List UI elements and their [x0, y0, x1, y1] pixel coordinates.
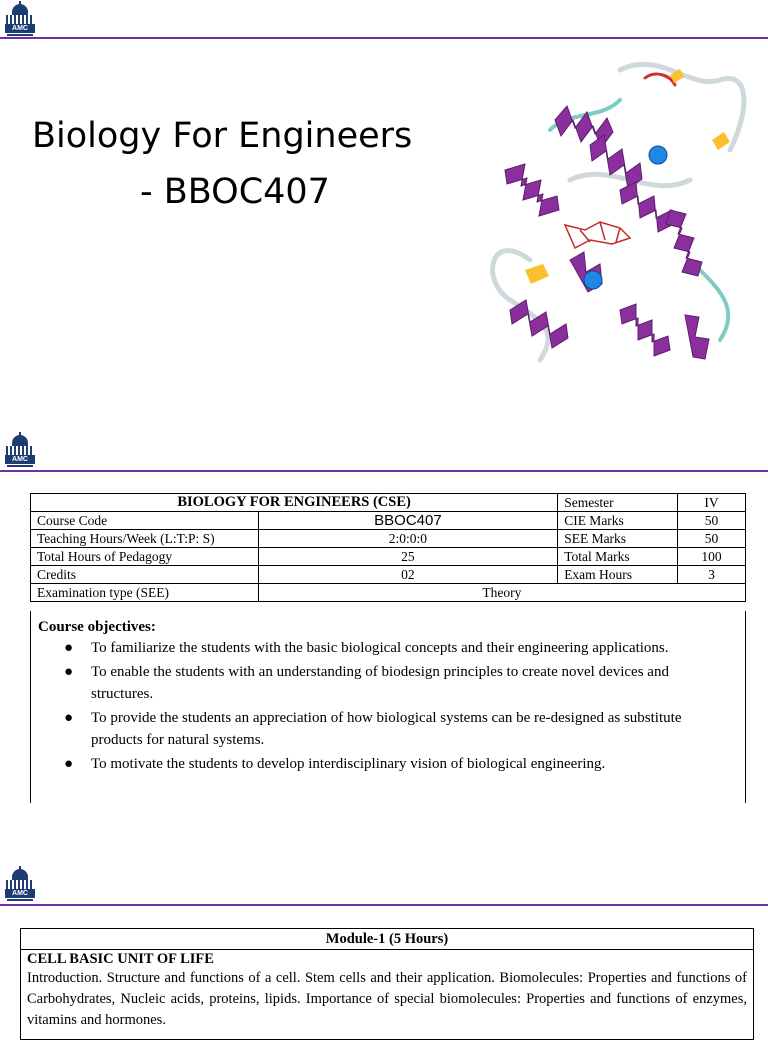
objective-item	[64, 661, 725, 706]
slide-title: Biology For Engineers	[32, 116, 413, 156]
semester-value: IV	[678, 494, 746, 512]
syllabus-table	[30, 493, 746, 602]
course-objectives	[30, 611, 746, 803]
objective-text: To familiarize the students with the basic biological concepts and their engineering applications.	[91, 640, 669, 656]
row-right-value: 50	[678, 530, 746, 548]
module-heading: Module-1 (5 Hours)	[21, 929, 753, 950]
exam-type-label: Examination type (SEE)	[31, 584, 259, 602]
objectives-heading: Course objectives:	[38, 619, 156, 635]
exam-type-value: Theory	[258, 584, 745, 602]
header-rule	[0, 470, 768, 472]
amc-logo	[3, 866, 37, 902]
amc-logo	[3, 432, 37, 468]
semester-label: Semester	[558, 494, 678, 512]
module-subheading: CELL BASIC UNIT OF LIFE	[27, 951, 214, 967]
bullet-icon: ●	[64, 709, 74, 726]
row-label: Total Hours of Pedagogy	[31, 548, 259, 566]
row-value: 2:0:0:0	[258, 530, 558, 548]
objective-text: To motivate the students to develop interdisciplinary vision of biological engineering.	[91, 755, 606, 772]
bullet-icon: ●	[64, 755, 74, 772]
row-right-label: CIE Marks	[558, 512, 678, 530]
row-value: BBOC407	[258, 512, 558, 530]
row-value: 25	[258, 548, 558, 566]
module-box	[20, 928, 754, 1040]
protein-structure-image	[470, 30, 760, 390]
header-rule	[0, 904, 768, 906]
objective-text: To provide the students an appreciation of how biological systems can be re-designed as substitute products for natural systems.	[91, 709, 682, 748]
bullet-icon: ●	[64, 640, 74, 656]
row-right-label: Total Marks	[558, 548, 678, 566]
objective-item	[64, 637, 725, 660]
row-right-value: 50	[678, 512, 746, 530]
objectives-list	[31, 637, 745, 776]
row-right-label: Exam Hours	[558, 566, 678, 584]
module-text: Introduction. Structure and functions of a cell. Stem cells and their application. Biomolecules: Properties and functions of Carbohydrates, Nucleic acids, proteins, lipids. Importance of special biomolecules: Properties and functions of enzymes, vitamins and hormones.	[27, 970, 747, 1028]
logo-text: AMC	[5, 455, 35, 464]
objective-item	[64, 707, 725, 752]
amc-logo	[3, 1, 37, 37]
row-value: 02	[258, 566, 558, 584]
objective-item	[64, 753, 725, 776]
objective-text: To enable the students with an understanding of biodesign principles to create novel devices and structures.	[91, 663, 669, 702]
course-title: BIOLOGY FOR ENGINEERS (CSE)	[31, 494, 558, 512]
row-label: Teaching Hours/Week (L:T:P: S)	[31, 530, 259, 548]
bullet-icon: ●	[64, 663, 74, 680]
row-label: Course Code	[31, 512, 259, 530]
row-right-value: 3	[678, 566, 746, 584]
row-right-label: SEE Marks	[558, 530, 678, 548]
logo-text: AMC	[5, 24, 35, 33]
slide-subtitle: - BBOC407	[140, 172, 330, 212]
row-right-value: 100	[678, 548, 746, 566]
logo-text: AMC	[5, 889, 35, 898]
row-label: Credits	[31, 566, 259, 584]
title-slide	[0, 0, 768, 398]
